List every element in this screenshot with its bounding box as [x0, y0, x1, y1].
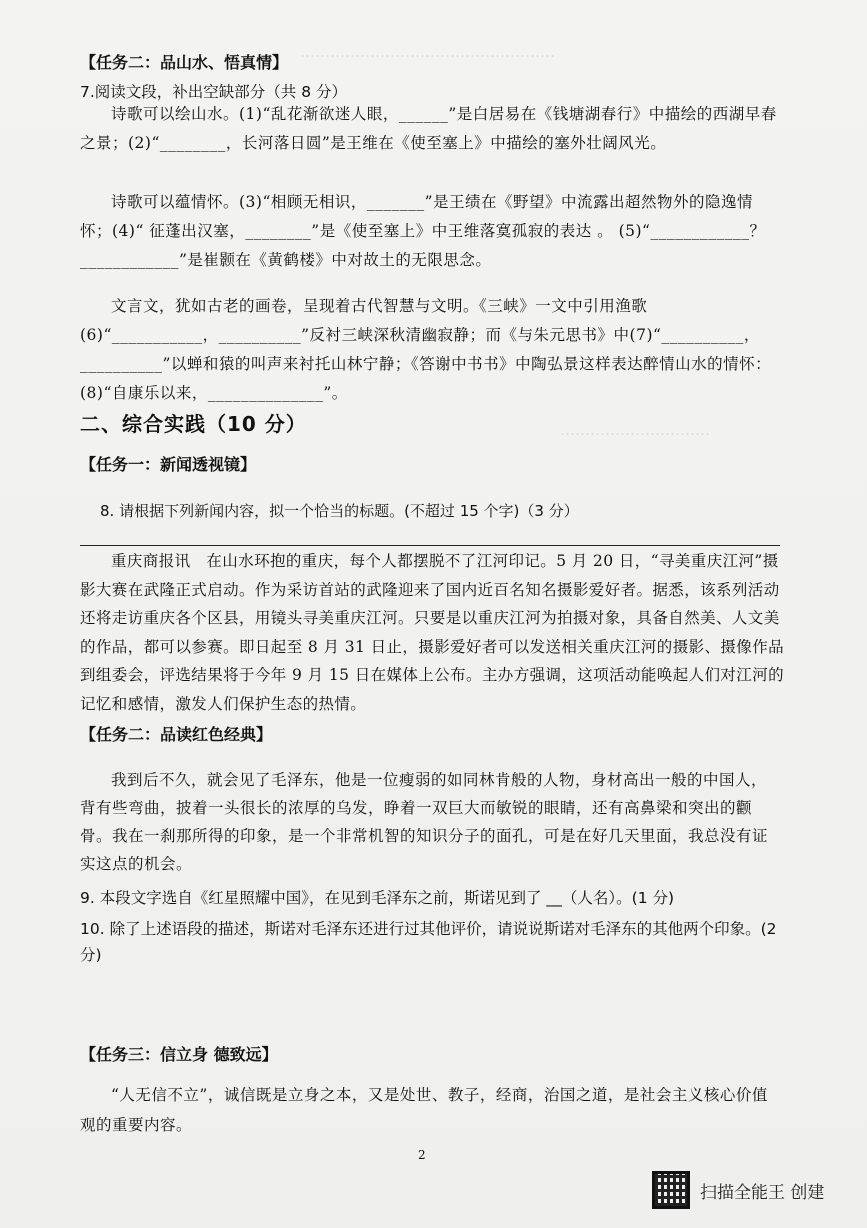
qr-code-icon — [652, 1171, 690, 1209]
task-heading-integrity: 【任务三：信立身 德致远】 — [80, 1045, 278, 1064]
section-2-heading: 二、综合实践（10 分） — [80, 412, 307, 436]
paragraph-poetry-feelings: 诗歌可以蕴情怀。(3)“相顾无相识，_______”是王绩在《野望》中流露出超然物外的隐逸情怀；(4)“ 征蓬出汉塞，________”是《使至塞上》中王维落寞孤寂的表达 。 (5)“____________？ ____________”是崔颢在《黄鹤楼》中对故土的无限思念。 — [80, 193, 766, 269]
task-heading-news: 【任务一：新闻透视镜】 — [80, 455, 257, 474]
scanner-watermark: 扫描全能王 创建 — [700, 1183, 825, 1203]
paragraph-poetry-landscape: 诗歌可以绘山水。(1)“乱花渐欲迷人眼，______”是白居易在《钱塘湖春行》中描绘的西湖早春之景；(2)“________，长河落日圆”是王维在《使至塞上》中描绘的塞外壮阔风光。 — [80, 105, 777, 152]
question-9: 9. 本段文字选自《红星照耀中国》，在见到毛泽东之前，斯诺见到了 __（人名）。(1 分) — [80, 889, 675, 907]
task-heading-landscape: 【任务二：品山水、悟真情】 — [80, 53, 289, 72]
news-article: 重庆商报讯 在山水环抱的重庆，每个人都摆脱不了江河印记。5 月 20 日，“寻美重庆江河”摄影大赛在武隆正式启动。作为采访首站的武隆迎来了国内近百名知名摄影爱好者。据悉，该系列活动还将走访重庆各个区县，用镜头寻美重庆江河。只要是以重庆江河为拍摄对象，具备自然美、人文美的作品，都可以参赛。即日起至 8 月 31 日止，摄影爱好者可以发送相关重庆江河的摄影、摄像作品到组委会，评选结果将于今年 9 月 15 日在媒体上公布。主办方强调，这项活动能唤起人们对江河的记忆和感情，激发人们保护生态的热情。 — [80, 552, 784, 713]
task-heading-red-classic: 【任务二：品读红色经典】 — [80, 725, 273, 744]
answer-line — [80, 545, 780, 546]
bleed-through-text: ………………………… — [560, 421, 710, 439]
bleed-through-text: …………………………………………… — [300, 43, 555, 61]
question-10: 10. 除了上述语段的描述，斯诺对毛泽东还进行过其他评价，请说说斯诺对毛泽东的其他两个印象。(2 分) — [80, 920, 777, 964]
question-8: 8. 请根据下列新闻内容，拟一个恰当的标题。(不超过 15 个字)（3 分） — [100, 502, 579, 520]
closing-paragraph: “人无信不立”，诚信既是立身之本，又是处世、教子，经商，治国之道，是社会主义核心价值观的重要内容。 — [80, 1086, 768, 1134]
question-7-title: 7.阅读文段，补出空缺部分（共 8 分） — [80, 83, 348, 101]
page-number: 2 — [418, 1148, 426, 1162]
book-excerpt: 我到后不久，就会见了毛泽东，他是一位瘦弱的如同林肯般的人物，身材高出一般的中国人，背有些弯曲，披着一头很长的浓厚的乌发，睁着一双巨大而敏锐的眼睛，还有高鼻梁和突出的颧骨。我在一刹那所得的印象，是一个非常机智的知识分子的面孔，可是在好几天里面，我总没有证实这点的机会。 — [80, 771, 769, 873]
paragraph-classical-prose: 文言文，犹如古老的画卷，呈现着古代智慧与文明。《三峡》一文中引用渔歌(6)“___________，__________”反衬三峡深秋清幽寂静；而《与朱元思书》中(7)“__________，__________”以蝉和猿的叫声来衬托山林宁静；《答谢中书书》中陶弘景这样表达醉情山水的情怀：(8)“自康乐以来，______________”。 — [80, 297, 772, 402]
